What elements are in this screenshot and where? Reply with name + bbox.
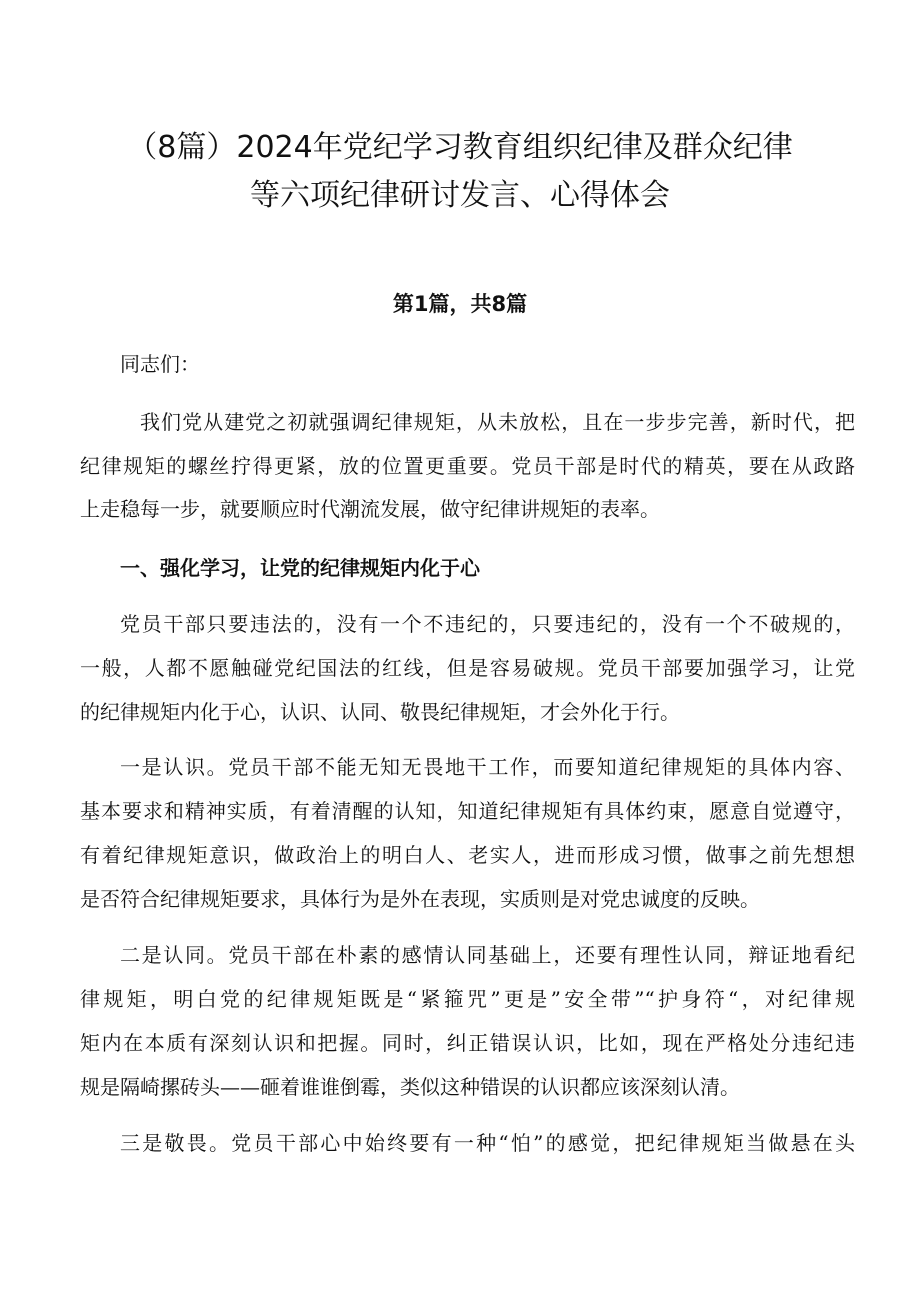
paragraph-line: 的纪律规矩内化于心，认识、认同、敬畏纪律规矩，才会外化于行。: [80, 700, 680, 724]
paragraph-line: 党员干部只要违法的，没有一个不违纪的，只要违纪的，没有一个不破规的，: [120, 612, 855, 636]
paragraph-line: 律规矩，明白党的纪律规矩既是“紧箍咒”更是”安全带”“护身符“，对纪律规: [80, 987, 855, 1011]
document-title-line-1: （8篇）2024年党纪学习教育组织纪律及群众纪律: [127, 130, 793, 165]
paragraph-line: 有着纪律规矩意识，做政治上的明白人、老实人，进而形成习惯，做事之前先想想: [80, 843, 855, 867]
paragraph-line: 一般，人都不愿触碰党纪国法的红线，但是容易破规。党员干部要加强学习，让党: [80, 656, 855, 680]
paragraph-line: 我们党从建党之初就强调纪律规矩，从未放松，且在一步步完善，新时代，把: [140, 410, 855, 434]
document-title-line-2: 等六项纪律研讨发言、心得体会: [250, 178, 670, 213]
paragraph-line: 纪律规矩的螺丝拧得更紧，放的位置更重要。党员干部是时代的精英，要在从政路: [80, 454, 855, 478]
paragraph-line: 二是认同。党员干部在朴素的感情认同基础上，还要有理性认同，辩证地看纪: [120, 943, 855, 967]
paragraph-line: 一是认识。党员干部不能无知无畏地干工作，而要知道纪律规矩的具体内容、: [120, 755, 855, 779]
paragraph-line: 规是隔崎摞砖头——砸着谁谁倒霉，类似这种错误的认识都应该深刻认清。: [80, 1075, 740, 1099]
paragraph-line: 上走稳每一步，就要顺应时代潮流发展，做守纪律讲规矩的表率。: [80, 497, 660, 521]
paragraph-line: 矩内在本质有深刻认识和把握。同时，纠正错误认识，比如，现在严格处分违纪违: [80, 1031, 855, 1055]
paragraph-line: 三是敬畏。党员干部心中始终要有一种“怕”的感觉，把纪律规矩当做悬在头: [120, 1131, 855, 1155]
section-heading: 一、强化学习，让党的纪律规矩内化于心: [120, 556, 480, 580]
part-subtitle: 第1篇，共8篇: [392, 292, 528, 316]
paragraph-line: 基本要求和精神实质，有着清醒的认知，知道纪律规矩有具体约束，愿意自觉遵守，: [80, 799, 855, 823]
salutation: 同志们：: [120, 352, 200, 376]
paragraph-line: 是否符合纪律规矩要求，具体行为是外在表现，实质则是对党忠诚度的反映。: [80, 887, 760, 911]
